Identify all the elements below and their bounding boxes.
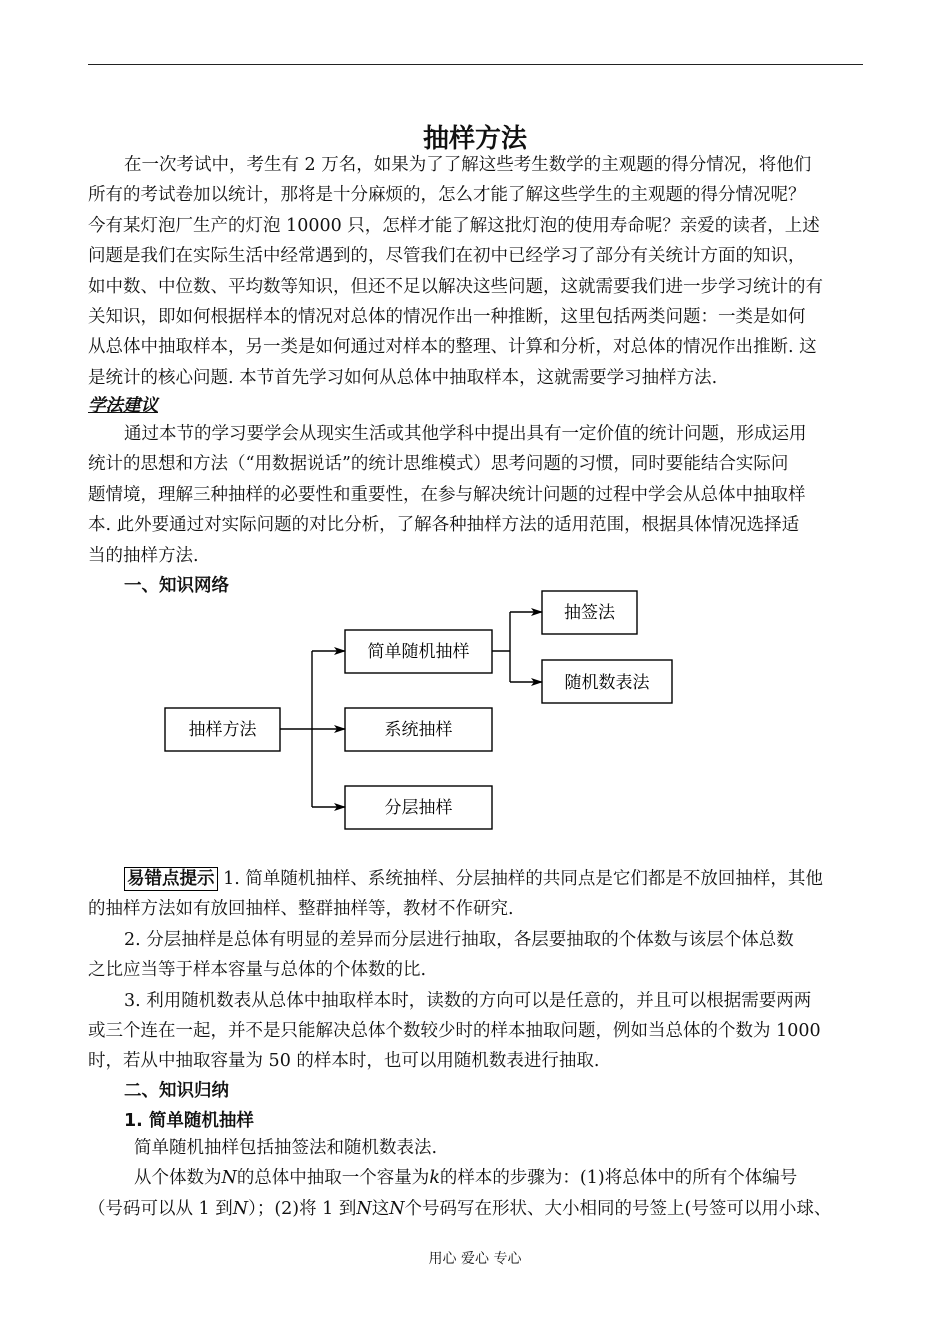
page-footer: 用心 爱心 专心 xyxy=(428,1251,522,1267)
study-line: 通过本节的学习要学会从现实生活或其他学科中提出具有一定价值的统计问题，形成运用 xyxy=(124,424,807,444)
tip-line: 3. 利用随机数表从总体中抽取样本时，读数的方向可以是任意的，并且可以根据需要两两 xyxy=(124,990,812,1011)
body-text: ）；(2)将 1 到 xyxy=(248,1198,357,1219)
body-text: （号码可以从 1 到 xyxy=(88,1198,233,1219)
node-table: 随机数表法 xyxy=(564,673,650,693)
body-text: 从个体数为 xyxy=(134,1168,222,1189)
node-strat: 分层抽样 xyxy=(384,798,453,818)
study-line: 当的抽样方法. xyxy=(88,545,199,566)
var-N: N xyxy=(221,1168,237,1189)
intro-line: 今有某灯泡厂生产的灯泡 10000 只，怎样才能了解这批灯泡的使用寿命呢？亲爱的读者，上述 xyxy=(88,215,820,236)
intro-line: 从总体中抽取样本，另一类是如何通过对样本的整理、计算和分析，对总体的情况作出推断. 这 xyxy=(88,337,817,358)
intro-line: 关知识，即如何根据样本的情况对总体的情况作出一种推断，这里包括两类问题：一类是如何 xyxy=(88,307,806,328)
node-system: 系统抽样 xyxy=(384,720,453,740)
tip-1-text: 1. 简单随机抽样、系统抽样、分层抽样的共同点是它们都是不放回抽样，其他 xyxy=(217,869,823,889)
tip-1 xyxy=(88,864,866,894)
var-k: k xyxy=(429,1168,440,1189)
tip-line: 2. 分层抽样是总体有明显的差异而分层进行抽取，各层要抽取的个体数与该层个体总数 xyxy=(124,929,794,950)
var-N: N xyxy=(356,1198,372,1219)
intro-line: 所有的考试卷加以统计，那将是十分麻烦的，怎么才能了解这些学生的主观题的得分情况呢？ xyxy=(88,185,806,206)
body-text: 这 xyxy=(371,1198,390,1219)
var-N: N xyxy=(232,1198,249,1219)
page-title: 抽样方法 xyxy=(422,124,527,154)
section-knowledge-network: 一、知识网络 xyxy=(124,576,229,596)
body-text: 的总体中抽取一个容量为 xyxy=(236,1168,430,1189)
tip-line: 时，若从中抽取容量为 50 的样本时，也可以用随机数表进行抽取. xyxy=(88,1051,600,1072)
tip-line: 的抽样方法如有放回抽样、整群抽样等，教材不作研究. xyxy=(88,899,514,920)
subsection-simple-random: 1. 简单随机抽样 xyxy=(124,1111,254,1131)
body-line xyxy=(88,1163,866,1193)
intro-line: 是统计的核心问题. 本节首先学习如何从总体中抽取样本，这就需要学习抽样方法. xyxy=(88,367,718,388)
body-line: 简单随机抽样包括抽签法和随机数表法. xyxy=(134,1138,438,1158)
intro-line: 在一次考试中，考生有 2 万名，如果为了了解这些考生数学的主观题的得分情况，将他们 xyxy=(124,155,812,175)
body-text: 的样本的步骤为：(1)将总体中的所有个体编号 xyxy=(439,1168,798,1189)
intro-line: 如中数、中位数、平均数等知识，但还不足以解决这些问题，这就需要我们进一步学习统计的有 xyxy=(88,276,823,297)
study-line: 本. 此外要通过对实际问题的对比分析，了解各种抽样方法的适用范围，根据具体情况选择适 xyxy=(88,515,800,536)
study-line: 统计的思想和方法（“用数据说话”的统计思维模式）思考问题的习惯，同时要能结合实际问 xyxy=(88,454,789,475)
study-line: 题情境，理解三种抽样的必要性和重要性，在参与解决统计问题的过程中学会从总体中抽取样 xyxy=(88,484,806,505)
tips-paragraph xyxy=(88,864,866,1077)
node-root: 抽样方法 xyxy=(188,720,257,740)
tip-line: 之比应当等于样本容量与总体的个体数的比. xyxy=(88,960,427,981)
section-knowledge-summary: 二、知识归纳 xyxy=(124,1081,229,1101)
body-line xyxy=(88,1194,866,1224)
node-simple: 简单随机抽样 xyxy=(367,642,470,662)
tip-line: 或三个连在一起，并不是只能解决总体个数较少时的样本抽取问题，例如当总体的个数为 1000 xyxy=(88,1021,821,1042)
study-heading: 学法建议 xyxy=(88,396,158,416)
body-text: 个号码写在形状、大小相同的号签上(号签可以用小球、 xyxy=(404,1198,832,1219)
body-paragraph xyxy=(88,1133,866,1224)
intro-line: 问题是我们在实际生活中经常遇到的，尽管我们在初中已经学习了部分有关统计方面的知识， xyxy=(88,246,806,267)
node-lottery: 抽签法 xyxy=(564,603,615,623)
var-N: N xyxy=(389,1198,405,1219)
tips-label-box: 易错点提示 xyxy=(124,867,218,891)
